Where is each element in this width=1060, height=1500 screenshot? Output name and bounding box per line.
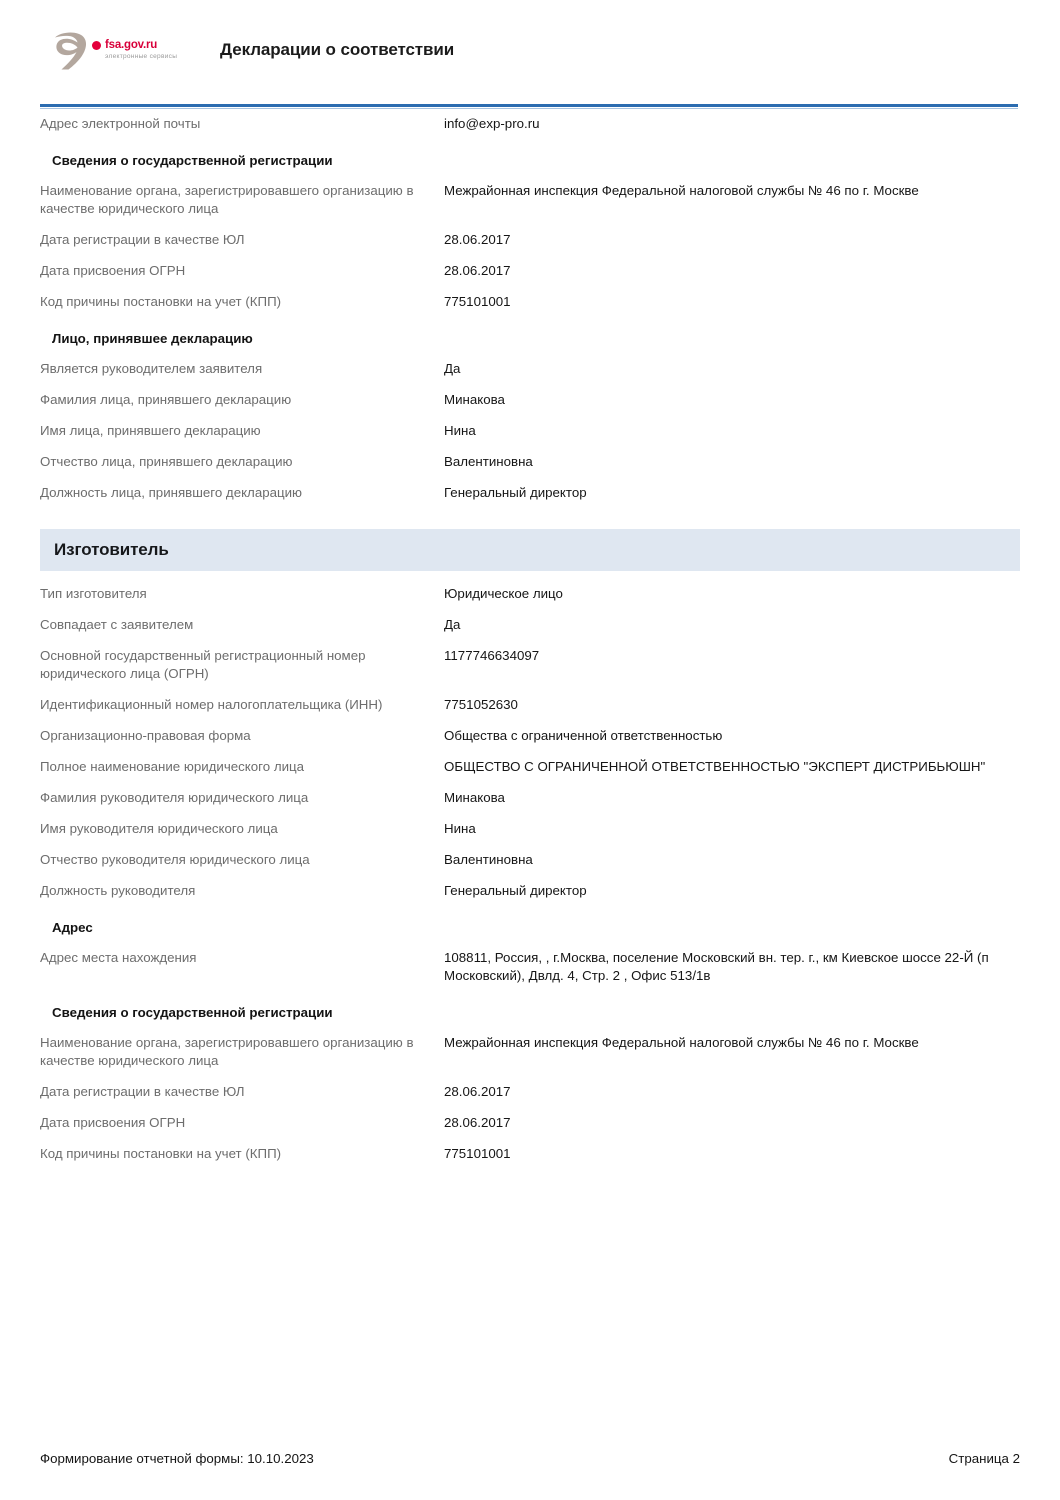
section-subheader-row xyxy=(40,318,1020,354)
field-label: Код причины постановки на учет (КПП) xyxy=(40,1146,282,1161)
field-label: Должность лица, принявшего декларацию xyxy=(40,485,303,500)
table-row xyxy=(40,814,1020,845)
section-banner-title: Изготовитель xyxy=(54,540,169,559)
section-banner xyxy=(40,529,1020,571)
fsa-logo-domain: fsa.gov.ru xyxy=(105,39,158,51)
table-row xyxy=(40,641,1020,690)
field-label: Основной государственный регистрационный номер юридического лица (ОГРН) xyxy=(40,648,366,681)
fsa-logo-subtitle: электронные сервисы xyxy=(105,52,178,60)
section-subheader-row xyxy=(40,907,1020,943)
table-row xyxy=(40,1139,1020,1170)
red-dot-icon xyxy=(92,41,101,50)
field-label: Дата регистрации в качестве ЮЛ xyxy=(40,1084,245,1099)
field-value: Генеральный директор xyxy=(444,883,587,898)
header-divider-light xyxy=(40,108,1018,109)
section-subheader-row xyxy=(40,140,1020,176)
field-label: Является руководителем заявителя xyxy=(40,361,263,376)
field-label: Имя лица, принявшего декларацию xyxy=(40,423,261,438)
field-label: Тип изготовителя xyxy=(40,586,147,601)
footer-page-label: Страница 2 xyxy=(948,1451,1020,1466)
field-label: Дата регистрации в качестве ЮЛ xyxy=(40,232,245,247)
field-label: Фамилия лица, принявшего декларацию xyxy=(40,392,292,407)
field-value: 28.06.2017 xyxy=(444,1115,511,1130)
table-row xyxy=(40,721,1020,752)
field-value: Валентиновна xyxy=(444,454,533,469)
table-row xyxy=(40,1028,1020,1077)
footer-generated-label: Формирование отчетной формы: 10.10.2023 xyxy=(40,1451,314,1466)
table-row xyxy=(40,354,1020,385)
field-label: Наименование органа, зарегистрировавшего организацию в качестве юридического лица xyxy=(40,1035,414,1068)
field-value: Генеральный директор xyxy=(444,485,587,500)
table-row xyxy=(40,1108,1020,1139)
page-title: Декларации о соответствии xyxy=(220,40,455,59)
field-label: Идентификационный номер налогоплательщика (ИНН) xyxy=(40,697,383,712)
field-label: Отчество лица, принявшего декларацию xyxy=(40,454,293,469)
table-row xyxy=(40,385,1020,416)
field-value: 7751052630 xyxy=(444,697,518,712)
table-row xyxy=(40,109,1020,140)
table-row xyxy=(40,256,1020,287)
field-label: Полное наименование юридического лица xyxy=(40,759,305,774)
field-value: 1177746634097 xyxy=(444,648,540,663)
field-label: Адрес места нахождения xyxy=(40,950,197,965)
section-subheader-label: Сведения о государственной регистрации xyxy=(52,153,333,168)
field-table xyxy=(40,579,1020,1170)
field-value: Межрайонная инспекция Федеральной налоговой службы № 46 по г. Москве xyxy=(444,183,919,198)
table-row xyxy=(40,876,1020,907)
field-value: Да xyxy=(444,617,461,632)
field-value: Нина xyxy=(444,821,476,836)
field-label: Должность руководителя xyxy=(40,883,196,898)
table-row xyxy=(40,579,1020,610)
field-label: Совпадает с заявителем xyxy=(40,617,194,632)
field-label: Адрес электронной почты xyxy=(40,116,201,131)
table-row xyxy=(40,943,1020,992)
fsa-logo-domain-row xyxy=(94,40,177,52)
fsa-a-glyph-icon xyxy=(48,28,92,72)
field-value: Межрайонная инспекция Федеральной налоговой службы № 46 по г. Москве xyxy=(444,1035,919,1050)
field-label: Организационно-правовая форма xyxy=(40,728,251,743)
field-value: 28.06.2017 xyxy=(444,232,511,247)
table-row xyxy=(40,752,1020,783)
field-label: Имя руководителя юридического лица xyxy=(40,821,278,836)
table-row xyxy=(40,690,1020,721)
table-row xyxy=(40,176,1020,225)
field-table xyxy=(40,109,1020,509)
table-row xyxy=(40,447,1020,478)
table-row xyxy=(40,478,1020,509)
field-value: 775101001 xyxy=(444,294,511,309)
field-value: Нина xyxy=(444,423,476,438)
table-row xyxy=(40,783,1020,814)
fsa-logo-text xyxy=(94,40,177,60)
field-value: Да xyxy=(444,361,461,376)
table-row xyxy=(40,225,1020,256)
field-label: Фамилия руководителя юридического лица xyxy=(40,790,309,805)
field-label: Отчество руководителя юридического лица xyxy=(40,852,310,867)
field-value: 28.06.2017 xyxy=(444,1084,511,1099)
field-value: Общества с ограниченной ответственностью xyxy=(444,728,723,743)
header-divider-strong xyxy=(40,104,1018,107)
document-footer xyxy=(40,1451,1020,1466)
field-value: Юридическое лицо xyxy=(444,586,563,601)
field-value: Минакова xyxy=(444,790,505,805)
field-value: 28.06.2017 xyxy=(444,263,511,278)
fsa-logo xyxy=(48,26,198,74)
table-row xyxy=(40,287,1020,318)
field-value: 108811, Россия, , г.Москва, поселение Московский вн. тер. г., км Киевское шоссе 22-Й (п Московский), Двлд. 4, Стр. 2 , Офис 513/1в xyxy=(444,950,989,983)
section-subheader-row xyxy=(40,992,1020,1028)
section-subheader-label: Адрес xyxy=(52,920,93,935)
field-value: ОБЩЕСТВО С ОГРАНИЧЕННОЙ ОТВЕТСТВЕННОСТЬЮ "ЭКСПЕРТ ДИСТРИБЬЮШН" xyxy=(444,759,986,774)
field-label: Дата присвоения ОГРН xyxy=(40,1115,186,1130)
section-subheader-label: Сведения о государственной регистрации xyxy=(52,1005,333,1020)
field-value: Минакова xyxy=(444,392,505,407)
section-subheader-label: Лицо, принявшее декларацию xyxy=(52,331,253,346)
field-label: Код причины постановки на учет (КПП) xyxy=(40,294,282,309)
field-value: 775101001 xyxy=(444,1146,511,1161)
table-row xyxy=(40,416,1020,447)
table-row xyxy=(40,845,1020,876)
field-value: info@exp-pro.ru xyxy=(444,116,540,131)
table-row xyxy=(40,610,1020,641)
field-value: Валентиновна xyxy=(444,852,533,867)
document-header xyxy=(0,0,1060,100)
field-label: Наименование органа, зарегистрировавшего организацию в качестве юридического лица xyxy=(40,183,414,216)
table-row xyxy=(40,1077,1020,1108)
field-label: Дата присвоения ОГРН xyxy=(40,263,186,278)
document-content xyxy=(0,109,1060,1170)
